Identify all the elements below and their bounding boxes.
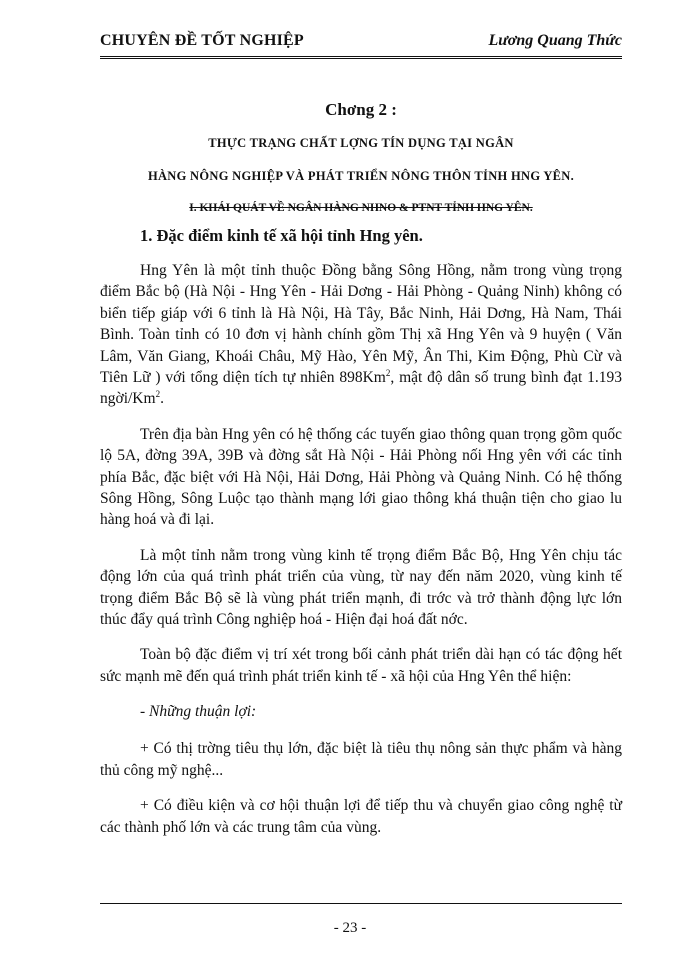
area-unit-superscript: 2	[385, 367, 391, 378]
paragraph-1-text: Hng Yên là một tỉnh thuộc Đồng bằng Sông Hồng, nằm trong vùng trọng điểm Bắc bộ (Hà Nội - Hng Yên - Hải Dơng - Hải Phòng - Quảng Ninh) không có biển tiếp giáp với 6 tỉnh là Hà Nội, Hà Tây, Bắc Ninh, Hải Dơng, Hà Nam, Thái Bình. Toàn tỉnh có 10 đơn vị hành chính gồm Thị xã Hng Yên và 9 huyện ( Văn Lâm, Văn Giang, Khoái Châu, Mỹ Hào, Yên Mỹ, Ân Thi, Kim Động, Phù Cừ và Tiên Lữ ) với tổng diện tích tự nhiên 898Km	[100, 262, 622, 387]
advantage-point-2: + Có điều kiện và cơ hội thuận lợi để tiếp thu và chuyển giao công nghệ từ các thành phố lớn và các trung tâm của vùng.	[100, 797, 622, 836]
advantage-point-1: + Có thị trờng tiêu thụ lớn, đặc biệt là tiêu thụ nông sản thực phẩm và hàng thủ công mỹ nghệ...	[100, 740, 622, 779]
advantages-heading: - Những thuận lợi:	[140, 703, 257, 721]
paragraph-1	[100, 260, 622, 410]
paragraph-1-end: .	[160, 390, 164, 408]
subsection-heading: 1. Đặc điểm kinh tế xã hội tỉnh Hng yên.	[140, 226, 423, 245]
paragraph-4: Toàn bộ đặc điểm vị trí xét trong bối cảnh phát triển dài hạn có tác động hết sức mạnh mẽ đến quá trình phát triển kinh tế - xã hội của Hng Yên thể hiện:	[100, 646, 622, 685]
paragraph-2: Trên địa bàn Hng yên có hệ thống các tuyến giao thông quan trọng gồm quốc lộ 5A, đờng 39A, 39B và đờng sắt Hà Nội - Hải Phòng nối Hng yên với các tỉnh phía Bắc, đặc biệt với Hà Nội, Hải Dơng, Hải Phòng và Quảng Ninh. Có hệ thống Sông Hồng, Sông Luộc tạo thành mạng lới giao thông khá thuận tiện cho giao lu hàng hoá và đi lại.	[100, 425, 622, 529]
footer-divider	[100, 903, 622, 904]
chapter-subtitle-line-1: THỰC TRẠNG CHẤT LỢNG TÍN DỤNG TẠI NGÂN	[208, 136, 514, 150]
page-body	[100, 100, 622, 852]
header-divider	[100, 56, 622, 59]
paragraph-3: Là một tỉnh nằm trong vùng kinh tế trọng điểm Bắc Bộ, Hng Yên chịu tác động lớn của quá trình phát triển của vùng, từ nay đến năm 2020, vùng kinh tế trọng điểm Bắc Bộ sẽ là vùng phát triển mạnh, đi trớc và trở thành động lực lớn thúc đẩy quá trình Công nghiệp hoá - Hiện đại hoá đất nớc.	[100, 546, 622, 628]
chapter-title: Chơng 2 :	[325, 100, 397, 119]
paragraph-1-tail: , mật độ dân số trung bình đạt 1.193 ngời/Km	[100, 369, 622, 408]
page-number: - 23 -	[333, 920, 367, 936]
header-title: CHUYÊN ĐỀ TỐT NGHIỆP	[100, 32, 304, 49]
chapter-subtitle-line-2: HÀNG NÔNG NGHIỆP VÀ PHÁT TRIỂN NÔNG THÔN TỈNH HNG YÊN.	[147, 169, 575, 183]
density-unit-superscript: 2	[155, 389, 161, 400]
header-author: Lương Quang Thức	[488, 32, 622, 49]
section-heading: I. KHÁI QUÁT VỀ NGÂN HÀNG NHNO & PTNT TỈNH HNG YÊN.	[189, 202, 533, 214]
